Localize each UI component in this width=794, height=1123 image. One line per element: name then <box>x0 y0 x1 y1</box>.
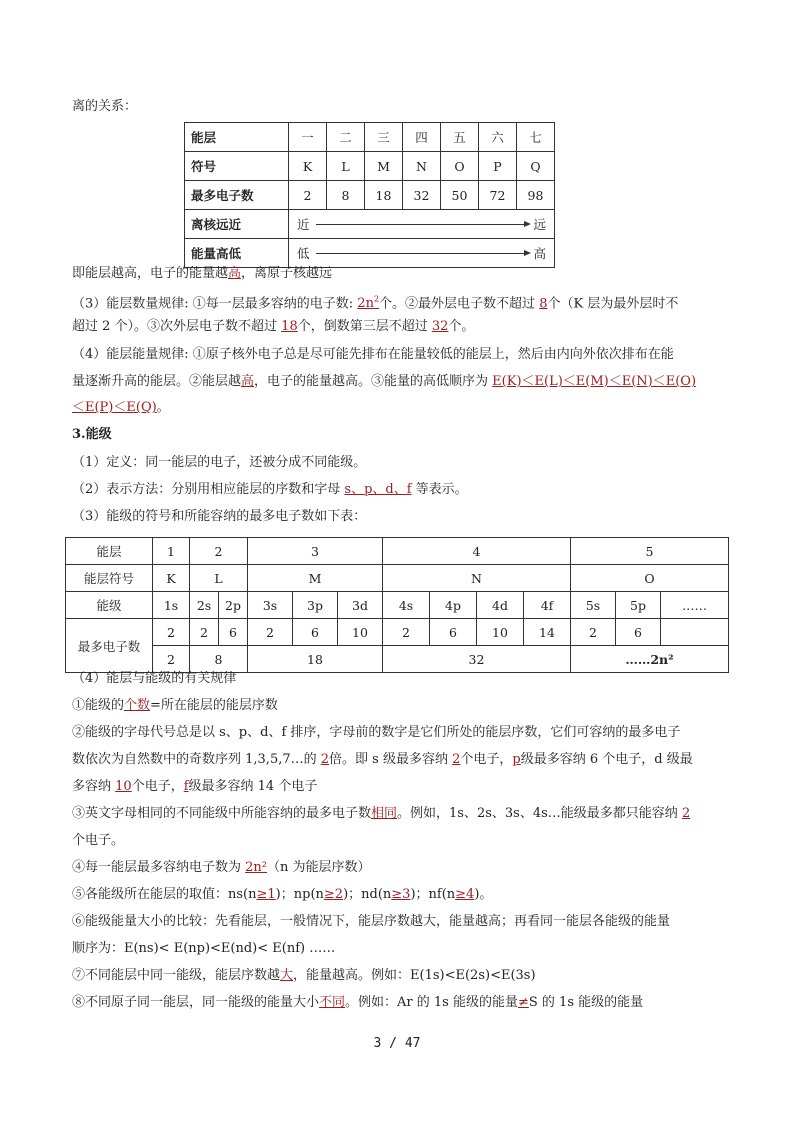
table-row <box>66 646 729 673</box>
paragraph: 个电子。 <box>72 833 125 848</box>
cell: …… <box>661 592 729 619</box>
section-heading: 3.能级 <box>72 427 112 442</box>
paragraph: （2）表示方法：分别用相应能层的序数和字母 s、p、d、f 等表示。 <box>72 482 468 497</box>
row-header: 能层 <box>185 123 289 152</box>
paragraph: （1）定义：同一能层的电子，还被分成不同能级。 <box>72 455 367 470</box>
paragraph: 多容纳 10个电子，f级最多容纳 14 个电子 <box>72 779 318 794</box>
table-row <box>185 123 555 152</box>
cell: 五 <box>441 123 479 152</box>
cell: 50 <box>441 181 479 210</box>
intro-text: 离的关系： <box>72 99 138 114</box>
cell: 4d <box>477 592 524 619</box>
distance-arrow <box>289 210 555 239</box>
cell: L <box>327 152 365 181</box>
paragraph: （4）能层与能级的有关规律 <box>72 671 237 686</box>
paragraph: ②能级的字母代号总是以 s、p、d、f 排序，字母前的数字是它们所处的能层序数，它们可容纳的最多电子 <box>72 725 681 740</box>
arrow-start-label: 低 <box>297 246 310 261</box>
cell: 6 <box>616 619 661 646</box>
paragraph: ⑤各能级所在能层的取值：ns(n≥1)；np(n≥2)；nd(n≥3)；nf(n≥4)。 <box>72 887 493 902</box>
cell: 4f <box>524 592 571 619</box>
cell: 一 <box>289 123 327 152</box>
cell: 1 <box>153 538 190 565</box>
cell: 3p <box>293 592 338 619</box>
cell: 2 <box>153 619 190 646</box>
cell: P <box>479 152 517 181</box>
cell: 2 <box>571 619 616 646</box>
table-row <box>66 619 729 646</box>
row-header: 离核远近 <box>185 210 289 239</box>
cell: 二 <box>327 123 365 152</box>
cell: 3 <box>248 538 383 565</box>
row-header: 能量高低 <box>185 239 289 268</box>
cell: 6 <box>219 619 248 646</box>
cell: K <box>153 565 190 592</box>
sublevel-table <box>65 537 729 673</box>
paragraph: （4）能层能量规律: ①原子核外电子总是尽可能先排布在能量较低的能层上，然后由内向外依次排布在能 <box>72 347 674 362</box>
cell: O <box>571 565 729 592</box>
cell: 5 <box>571 538 729 565</box>
arrow-start-label: 近 <box>297 217 310 232</box>
cell: 4s <box>383 592 430 619</box>
cell: 1s <box>153 592 190 619</box>
arrow-end-label: 高 <box>533 246 546 261</box>
cell: M <box>248 565 383 592</box>
cell: 5s <box>571 592 616 619</box>
cell: 四 <box>403 123 441 152</box>
page-number: 3 / 47 <box>373 1036 421 1051</box>
paragraph: ＜E(P)＜E(Q)。 <box>72 400 170 415</box>
arrow-icon <box>316 224 530 225</box>
shell-table <box>184 122 555 268</box>
cell: 2 <box>190 619 219 646</box>
cell: 18 <box>365 181 403 210</box>
cell: 5p <box>616 592 661 619</box>
cell: 2s <box>190 592 219 619</box>
cell: 6 <box>430 619 477 646</box>
table-row <box>185 181 555 210</box>
paragraph: ①能级的个数=所在能层的能层序数 <box>72 698 278 713</box>
cell: 2 <box>289 181 327 210</box>
cell: N <box>383 565 571 592</box>
paragraph: 顺序为：E(ns)< E(np)<E(nd)< E(nf) …… <box>72 941 336 956</box>
cell: 3s <box>248 592 293 619</box>
cell: 14 <box>524 619 571 646</box>
table-row <box>185 152 555 181</box>
cell: 4p <box>430 592 477 619</box>
cell: 3d <box>338 592 383 619</box>
cell: ……2n² <box>571 646 729 673</box>
cell: 七 <box>517 123 555 152</box>
cell: K <box>289 152 327 181</box>
cell: 8 <box>190 646 248 673</box>
table-row <box>185 239 555 268</box>
table-row <box>66 565 729 592</box>
energy-arrow <box>289 239 555 268</box>
paragraph: ③英文字母相同的不同能级中所能容纳的最多电子数相同。例如，1s、2s、3s、4s…能级最多都只能容纳 2 <box>72 806 691 821</box>
cell: 10 <box>477 619 524 646</box>
table-row <box>66 592 729 619</box>
row-header: 能层符号 <box>66 565 153 592</box>
paragraph: （3）能级的符号和所能容纳的最多电子数如下表： <box>72 509 367 524</box>
row-header: 能级 <box>66 592 153 619</box>
row-header: 最多电子数 <box>66 619 153 673</box>
cell: O <box>441 152 479 181</box>
cell <box>661 619 729 646</box>
paragraph: ⑥能级能量大小的比较：先看能层，一般情况下，能层序数越大，能量越高；再看同一能层各能级的能量 <box>72 914 671 929</box>
arrow-end-label: 远 <box>533 217 546 232</box>
paragraph: ⑦不同能层中同一能级，能层序数越大，能量越高。例如：E(1s)<E(2s)<E(3s) <box>72 968 536 983</box>
row-header: 符号 <box>185 152 289 181</box>
paragraph: ⑧不同原子同一能层，同一能级的能量大小不同。例如：Ar 的 1s 能级的能量≠S 的 1s 能级的能量 <box>72 995 644 1010</box>
cell: M <box>365 152 403 181</box>
cell: N <box>403 152 441 181</box>
cell: 2 <box>153 646 190 673</box>
cell: 三 <box>365 123 403 152</box>
cell: 10 <box>338 619 383 646</box>
row-header: 最多电子数 <box>185 181 289 210</box>
cell: L <box>190 565 248 592</box>
cell: 18 <box>248 646 383 673</box>
cell: Q <box>517 152 555 181</box>
table-row <box>185 210 555 239</box>
cell: 98 <box>517 181 555 210</box>
cell: 8 <box>327 181 365 210</box>
row-header: 能层 <box>66 538 153 565</box>
paragraph: 超过 2 个）。③次外层电子数不超过 18个，倒数第三层不超过 32个。 <box>72 319 475 334</box>
paragraph: 量逐渐升高的能层。②能层越高，电子的能量越高。③能量的高低顺序为 E(K)＜E(L)＜E(M)＜E(N)＜E(O) <box>72 374 697 389</box>
cell: 72 <box>479 181 517 210</box>
cell: 六 <box>479 123 517 152</box>
cell: 4 <box>383 538 571 565</box>
paragraph: 数依次为自然数中的奇数序列 1,3,5,7…的 2倍。即 s 级最多容纳 2个电子，p级最多容纳 6 个电子，d 级最 <box>72 752 693 767</box>
paragraph: 即能层越高，电子的能量越高，离原子核越远 <box>72 266 333 281</box>
cell: 2 <box>383 619 430 646</box>
paragraph: （3）能层数量规律: ①每一层最多容纳的电子数: $2n^2$个。②最外层电子数不超过 8个（K 层为最外层时不 <box>72 295 679 312</box>
cell: 32 <box>403 181 441 210</box>
cell: 2 <box>248 619 293 646</box>
arrow-icon <box>316 253 530 254</box>
cell: 6 <box>293 619 338 646</box>
cell: 32 <box>383 646 571 673</box>
cell: 2 <box>190 538 248 565</box>
cell: 2p <box>219 592 248 619</box>
table-row <box>66 538 729 565</box>
paragraph: ④每一能层最多容纳电子数为 2n²（n 为能层序数） <box>72 860 371 875</box>
